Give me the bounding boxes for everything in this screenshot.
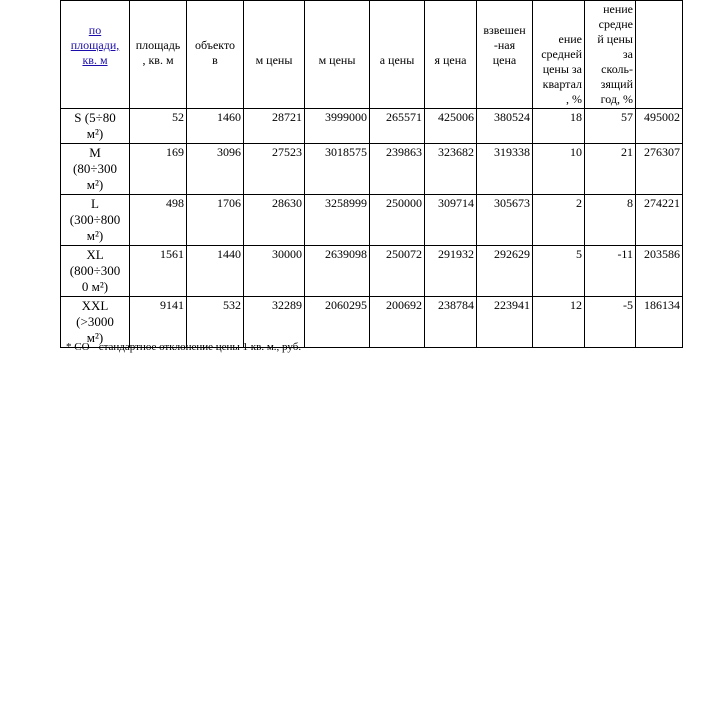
value-cell: 57 [585,109,636,144]
value-cell: 10 [533,144,585,195]
value-cell: 250072 [370,246,425,297]
value-cell: 238784 [425,297,477,348]
value-cell: 425006 [425,109,477,144]
header-text: я цена [434,53,467,67]
size-category-text: м²) [86,126,104,141]
header-cell [305,1,370,109]
value-cell: -11 [585,246,636,297]
size-category-cell [61,246,130,297]
size-category-cell [61,144,130,195]
value-cell: 250000 [370,195,425,246]
header-cell [244,1,305,109]
header-text: цена [492,53,517,67]
header-text: в [212,53,218,67]
value-cell: 200692 [370,297,425,348]
value-cell: 276307 [636,144,683,195]
header-link-text[interactable]: кв. м [82,53,108,67]
header-cell [187,1,244,109]
size-category-text: 0 м²) [81,279,109,294]
header-link-text[interactable]: площади, [70,38,120,52]
header-cell [425,1,477,109]
value-cell: 30000 [244,246,305,297]
header-text: й цены [597,32,633,46]
size-category-text: (80÷300 [73,161,117,176]
size-category-cell [61,109,130,144]
value-cell: 52 [130,109,187,144]
value-cell: 18 [533,109,585,144]
value-cell: 2 [533,195,585,246]
value-cell: 186134 [636,297,683,348]
value-cell: 1460 [187,109,244,144]
header-text: взвешен [483,23,526,37]
document-page [60,0,683,348]
header-text: цены за [542,62,582,76]
header-text: , кв. м [142,53,174,67]
value-cell: 291932 [425,246,477,297]
price-statistics-table [60,0,683,348]
header-cell [585,1,636,109]
value-cell: 3018575 [305,144,370,195]
value-cell: 305673 [477,195,533,246]
header-text: ение [558,32,582,46]
value-cell: 169 [130,144,187,195]
header-row [61,1,683,109]
size-category-text: L [91,196,99,211]
size-category-text: XXL [81,298,109,313]
header-text: м цены [318,53,356,67]
value-cell: 319338 [477,144,533,195]
size-category-text: м²) [86,228,104,243]
table-row [61,246,683,297]
footnote: * СО - стандартное отклонение цены 1 кв. м., руб. [66,341,302,353]
value-cell: 1561 [130,246,187,297]
header-text: м цены [255,53,293,67]
value-cell: 380524 [477,109,533,144]
value-cell: 309714 [425,195,477,246]
value-cell: 2639098 [305,246,370,297]
size-category-text: (>3000 [76,314,114,329]
header-text: год, % [600,92,633,106]
value-cell: 498 [130,195,187,246]
header-text: сколь- [601,62,633,76]
header-link-text[interactable]: по [88,23,102,37]
header-cell [477,1,533,109]
header-cell [533,1,585,109]
header-cell [636,1,683,109]
value-cell: 495002 [636,109,683,144]
value-cell: 2060295 [305,297,370,348]
size-category-text: м²) [86,177,104,192]
value-cell: 1440 [187,246,244,297]
size-category-text: M [89,145,101,160]
value-cell: 3096 [187,144,244,195]
size-category-text: (800÷300 [69,263,121,278]
value-cell: -5 [585,297,636,348]
header-text: площадь [135,38,181,52]
header-text: средней [541,47,582,61]
table-row [61,297,683,348]
value-cell: 292629 [477,246,533,297]
value-cell: 27523 [244,144,305,195]
size-category-cell [61,195,130,246]
value-cell: 28721 [244,109,305,144]
header-text: -ная [493,38,516,52]
value-cell: 274221 [636,195,683,246]
header-text: квартал [542,77,582,91]
size-category-text: м²) [86,330,104,345]
value-cell: 3258999 [305,195,370,246]
header-text: средне [598,17,633,31]
table-row [61,195,683,246]
header-text: зящий [600,77,633,91]
value-cell: 323682 [425,144,477,195]
value-cell: 5 [533,246,585,297]
value-cell: 1706 [187,195,244,246]
header-cell [130,1,187,109]
value-cell: 21 [585,144,636,195]
value-cell: 223941 [477,297,533,348]
value-cell: 203586 [636,246,683,297]
table-row [61,109,683,144]
header-text: нение [603,2,633,16]
header-text: , % [566,92,582,106]
header-text: за [622,47,633,61]
size-category-cell [61,297,130,348]
table-row [61,144,683,195]
header-text: объекто [194,38,236,52]
size-category-text: (300÷800 [69,212,121,227]
value-cell: 9141 [130,297,187,348]
value-cell: 32289 [244,297,305,348]
value-cell: 28630 [244,195,305,246]
header-cell[interactable] [61,1,130,109]
value-cell: 8 [585,195,636,246]
value-cell: 532 [187,297,244,348]
size-category-text: S (5÷80 [74,110,116,125]
value-cell: 12 [533,297,585,348]
size-category-text: XL [86,247,104,262]
value-cell: 239863 [370,144,425,195]
header-text: а цены [379,53,415,67]
header-cell [370,1,425,109]
value-cell: 3999000 [305,109,370,144]
value-cell: 265571 [370,109,425,144]
